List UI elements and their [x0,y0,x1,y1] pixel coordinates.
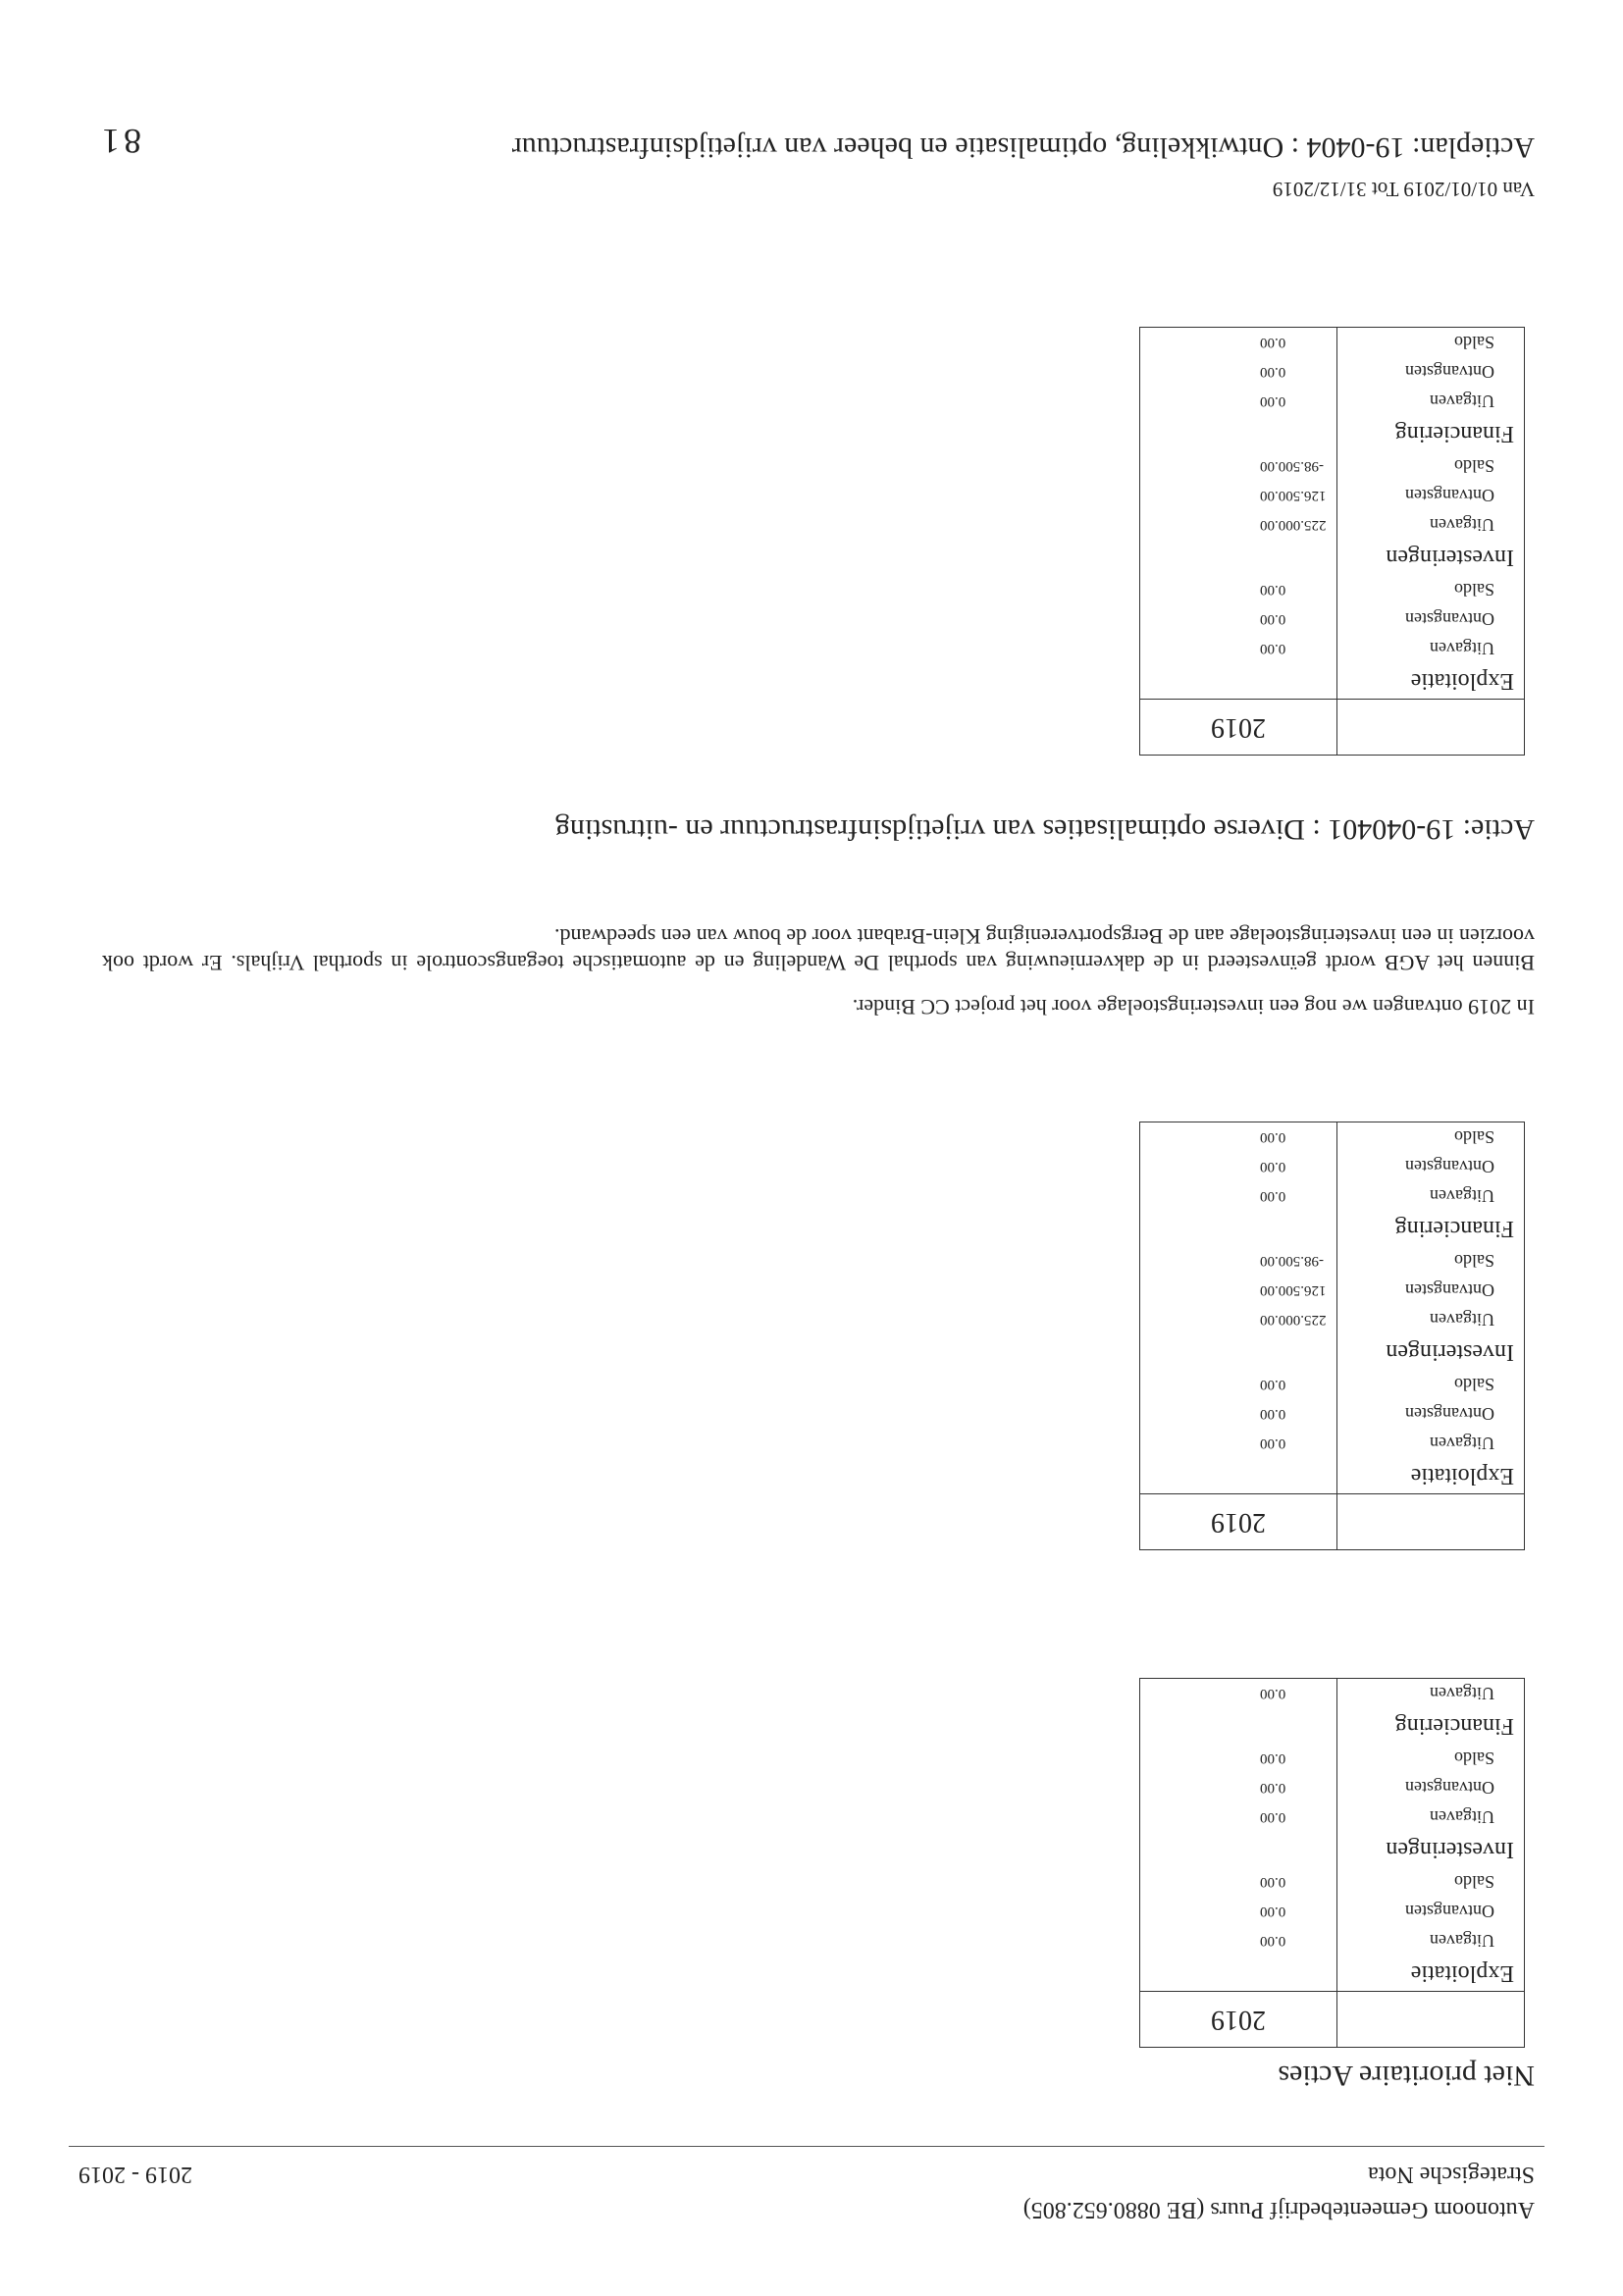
row-value: 126.500.00 [1140,1276,1337,1305]
row-value: -98.500.00 [1140,1246,1337,1276]
niet-prioritair-section [1139,1678,1535,2095]
row-label: Uitgaven [1337,1429,1525,1458]
row-label: Saldo [1337,1370,1525,1399]
actieplan-period: Van 01/01/2019 Tot 31/12/2019 [1272,178,1535,201]
organisation-name: Autonoom Gemeentebedrijf Puurs (BE 0880.652.805) [1022,2197,1535,2222]
row-label: Ontvangsten [1337,1276,1525,1305]
actie-paragraph-2: In 2019 ontvangen we nog een investeringstoelage voor het project CC Binder. [852,995,1535,1019]
row-value: 0.00 [1140,1926,1337,1956]
actieplan-heading [1273,165,1535,206]
row-label: Uitgaven [1337,1802,1525,1832]
row-value: 0.00 [1140,1679,1337,1709]
niet-prioritair-title: Niet prioritaire Acties [1278,2060,1535,2092]
row-value: 0.00 [1140,1897,1337,1926]
section-label: Financiering [1337,1708,1525,1744]
year-header: 2019 [1140,1494,1337,1550]
row-label: Uitgaven [1337,1181,1525,1211]
row-label: Saldo [1337,328,1525,358]
row-value: 0.00 [1140,575,1337,604]
row-label: Ontvangsten [1337,1773,1525,1802]
row-value: 0.00 [1140,1867,1337,1897]
row-value: 0.00 [1140,634,1337,663]
section-label: Financiering [1337,416,1525,451]
row-value: 0.00 [1140,1744,1337,1773]
section-label: Exploitatie [1337,1956,1525,1992]
actie-text-section-2 [102,923,1535,976]
row-value: 0.00 [1140,1429,1337,1458]
row-label: Uitgaven [1337,1679,1525,1709]
year-header: 2019 [1140,700,1337,756]
row-label: Uitgaven [1337,387,1525,416]
row-value: 225.000.00 [1140,510,1337,540]
row-label: Saldo [1337,1744,1525,1773]
actieplan-table-section [1139,327,1535,756]
row-value: 0.00 [1140,1370,1337,1399]
table-corner [1337,1992,1525,2048]
row-value: 0.00 [1140,1152,1337,1181]
row-label: Saldo [1337,575,1525,604]
row-label: Ontvangsten [1337,1399,1525,1429]
header-period: 2019 - 2019 [79,2162,192,2187]
niet-prioritair-table [1139,1678,1525,2048]
row-value: 0.00 [1140,357,1337,387]
row-value: 0.00 [1140,328,1337,358]
row-label: Ontvangsten [1337,481,1525,510]
row-label: Saldo [1337,451,1525,481]
row-value: 0.00 [1140,1122,1337,1153]
actie-table [1139,1122,1525,1550]
row-label: Ontvangsten [1337,357,1525,387]
document-title: Strategische Nota [1368,2162,1535,2187]
row-value: 225.000.00 [1140,1305,1337,1334]
page-number: 81 [98,122,141,161]
row-label: Uitgaven [1337,1305,1525,1334]
row-value: 0.00 [1140,387,1337,416]
table-corner [1337,700,1525,756]
section-label: Investeringen [1337,1832,1525,1867]
actie-title: Actie: 19-040401 : Diverse optimalisaties van vrijetijdsinfrastructuur en -uitrusting [554,813,1535,846]
row-label: Ontvangsten [1337,1897,1525,1926]
actie-heading [555,809,1535,849]
row-value: 0.00 [1140,1181,1337,1211]
actie-table-section [1139,1122,1535,1550]
actieplan-table [1139,327,1525,756]
row-label: Uitgaven [1337,634,1525,663]
section-label: Investeringen [1337,540,1525,575]
row-label: Saldo [1337,1246,1525,1276]
row-value: 0.00 [1140,1399,1337,1429]
row-value: 0.00 [1140,1773,1337,1802]
actieplan-title-block [512,128,1535,167]
row-value: 0.00 [1140,604,1337,634]
year-header: 2019 [1140,1992,1337,2048]
table-corner [1337,1494,1525,1550]
actie-text-section [102,986,1535,1020]
row-label: Uitgaven [1337,510,1525,540]
actie-paragraph-1: Binnen het AGB wordt geïnvesteerd in de dakvernieuwing van sporthal De Wandeling en de automatische toegangscontrole in sporthal Vrijhals. Er wordt ook voorzien in een investeringstoelage aan de Bergsportvereniging Klein-Brabant voor de bouw van een speedwand. [102,924,1535,975]
row-label: Uitgaven [1337,1926,1525,1956]
actieplan-title: Actieplan: 19-0404 : Ontwikkeling, optimalisatie en beheer van vrijetijdsinfrastructuur [511,131,1535,164]
row-label: Saldo [1337,1867,1525,1897]
row-value: 126.500.00 [1140,481,1337,510]
row-value: -98.500.00 [1140,451,1337,481]
section-label: Exploitatie [1337,1458,1525,1494]
row-label: Ontvangsten [1337,1152,1525,1181]
section-label: Exploitatie [1337,663,1525,700]
row-value: 0.00 [1140,1802,1337,1832]
header-divider [69,2146,1544,2147]
section-label: Financiering [1337,1211,1525,1246]
header-left [1023,2157,1535,2227]
section-label: Investeringen [1337,1334,1525,1370]
row-label: Ontvangsten [1337,604,1525,634]
row-label: Saldo [1337,1122,1525,1153]
